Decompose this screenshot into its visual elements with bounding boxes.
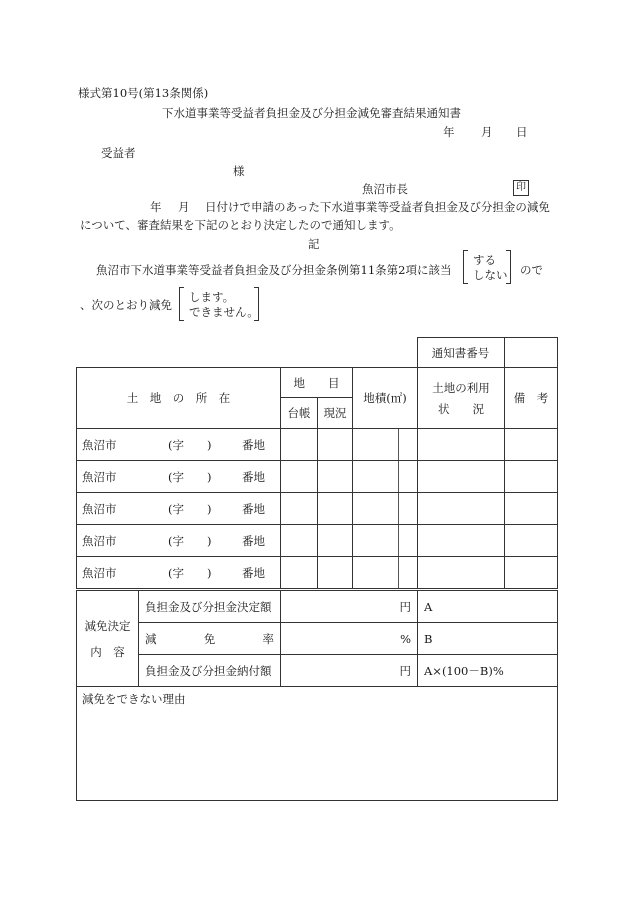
ledger-cell[interactable]: [281, 557, 318, 589]
blank-corner: [76, 338, 417, 368]
table-row: [77, 461, 558, 493]
option-suru: する: [473, 253, 496, 267]
clause-suffix: ので: [520, 263, 543, 277]
location-cell[interactable]: [77, 525, 281, 557]
recipient-label: 受益者: [101, 146, 136, 160]
row-city: 魚沼市: [82, 469, 117, 484]
body-line2-text: について、審査結果を下記のとおり決定したので通知します。: [80, 218, 401, 232]
reduction-rate-label: 減 免 率: [139, 623, 281, 655]
location-cell[interactable]: [77, 493, 281, 525]
date-day: 日: [516, 125, 528, 139]
current-cell[interactable]: [318, 493, 353, 525]
row-aza: (字 ): [168, 437, 212, 452]
remarks-cell[interactable]: [505, 525, 558, 557]
reduction-rate-field[interactable]: [281, 623, 418, 655]
row-banchi: 番地: [242, 533, 265, 548]
row-city: 魚沼市: [82, 533, 117, 548]
area-cell[interactable]: [353, 461, 418, 493]
reason-label: 減免をできない理由: [82, 692, 186, 706]
form-number: 様式第10号(第13条関係): [78, 86, 209, 100]
location-cell[interactable]: [77, 557, 281, 589]
table-row: [77, 493, 558, 525]
row-aza: (字 ): [168, 533, 212, 548]
row-city: 魚沼市: [82, 437, 117, 452]
bracket-left: [463, 250, 468, 284]
code-a: A: [418, 591, 558, 623]
option-dekimasen: できません。: [189, 305, 259, 319]
table-row: [77, 429, 558, 461]
reduction-rate-unit: %: [400, 631, 411, 646]
remarks-cell[interactable]: [505, 429, 558, 461]
payment-amount-label: 負担金及び分担金納付額: [139, 655, 281, 687]
option-shimasu: します。: [189, 290, 235, 304]
payment-amount-field[interactable]: [281, 655, 418, 687]
header-current: 現況: [318, 398, 353, 429]
notice-number-field[interactable]: [504, 338, 557, 368]
date-month: 月: [481, 125, 493, 139]
result-prefix: 、次のとおり減免: [80, 298, 172, 312]
clause-options: [463, 250, 511, 284]
decision-label-l1: 減免決定: [84, 618, 131, 633]
decision-table: [76, 590, 558, 687]
header-land-use-l1: 土地の利用: [432, 380, 490, 395]
reason-box[interactable]: [76, 686, 558, 801]
land-use-cell[interactable]: [418, 493, 505, 525]
area-cell[interactable]: [353, 525, 418, 557]
current-cell[interactable]: [318, 557, 353, 589]
row-city: 魚沼市: [82, 501, 117, 516]
date-year: 年: [443, 125, 455, 139]
body-month: 月: [178, 200, 190, 214]
row-city: 魚沼市: [82, 565, 117, 580]
clause-prefix: 魚沼市下水道事業等受益者負担金及び分担金条例第11条第2項に該当: [96, 263, 452, 277]
location-cell[interactable]: [77, 429, 281, 461]
header-land-use-l2: 状 況: [438, 401, 484, 416]
row-banchi: 番地: [242, 565, 265, 580]
row-banchi: 番地: [242, 437, 265, 452]
ledger-cell[interactable]: [281, 525, 318, 557]
header-location: 土 地 の 所 在: [77, 368, 281, 429]
ki-heading: 記: [308, 237, 320, 251]
decision-label: [77, 591, 139, 687]
result-options: [179, 287, 259, 321]
land-table: [76, 337, 558, 368]
land-use-cell[interactable]: [418, 557, 505, 589]
decided-amount-field[interactable]: [281, 591, 418, 623]
code-formula: A×(100－B)%: [418, 655, 558, 687]
remarks-cell[interactable]: [505, 557, 558, 589]
row-aza: (字 ): [168, 469, 212, 484]
option-shinai: しない: [473, 268, 508, 282]
land-use-cell[interactable]: [418, 525, 505, 557]
remarks-cell[interactable]: [505, 493, 558, 525]
area-cell[interactable]: [353, 557, 418, 589]
document-title: 下水道事業等受益者負担金及び分担金減免審査結果通知書: [162, 106, 461, 120]
ledger-cell[interactable]: [281, 429, 318, 461]
land-use-cell[interactable]: [418, 429, 505, 461]
issuer-seal: 印: [513, 180, 529, 196]
notice-number-label: 通知書番号: [417, 338, 504, 368]
decided-amount-label: 負担金及び分担金決定額: [139, 591, 281, 623]
current-cell[interactable]: [318, 461, 353, 493]
row-aza: (字 ): [168, 501, 212, 516]
area-cell[interactable]: [353, 493, 418, 525]
ledger-cell[interactable]: [281, 493, 318, 525]
remarks-cell[interactable]: [505, 461, 558, 493]
land-table-body: [76, 367, 558, 589]
current-cell[interactable]: [318, 525, 353, 557]
code-b: B: [418, 623, 558, 655]
ledger-cell[interactable]: [281, 461, 318, 493]
header-remarks: 備 考: [505, 368, 558, 429]
body-line1-text: 日付けで申請のあった下水道事業等受益者負担金及び分担金の減免: [205, 200, 550, 214]
header-area: 地積(㎡): [353, 368, 418, 429]
decided-amount-unit: 円: [399, 599, 411, 614]
header-ledger: 台帳: [281, 398, 318, 429]
current-cell[interactable]: [318, 429, 353, 461]
payment-amount-unit: 円: [399, 663, 411, 678]
row-aza: (字 ): [168, 565, 212, 580]
row-banchi: 番地: [242, 469, 265, 484]
row-banchi: 番地: [242, 501, 265, 516]
area-cell[interactable]: [353, 429, 418, 461]
header-land-use: [418, 368, 505, 429]
table-row: [77, 557, 558, 589]
recipient-honorific: 様: [233, 164, 245, 178]
land-use-cell[interactable]: [418, 461, 505, 493]
body-year: 年: [150, 200, 162, 214]
issuer-name: 魚沼市長: [362, 182, 408, 196]
header-land-category: 地 目: [281, 368, 353, 398]
table-row: [77, 525, 558, 557]
decision-label-l2: 内 容: [90, 644, 125, 659]
location-cell[interactable]: [77, 461, 281, 493]
bracket-left: [179, 287, 184, 321]
